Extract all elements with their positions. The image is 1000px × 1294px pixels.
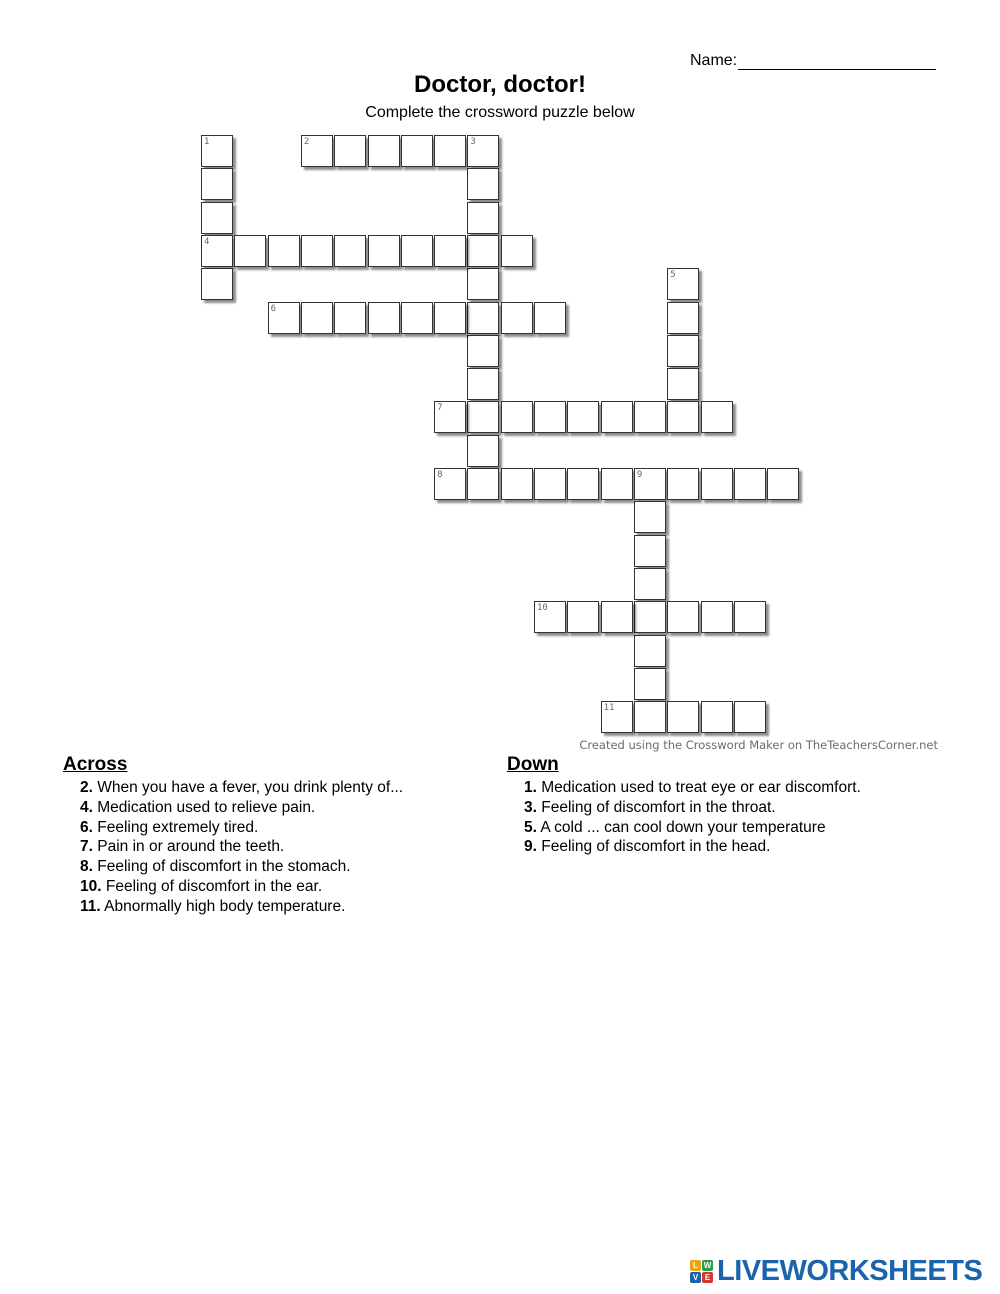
crossword-cell[interactable] xyxy=(667,601,699,633)
crossword-cell[interactable] xyxy=(667,302,699,334)
clue-text: When you have a fever, you drink plenty of... xyxy=(97,779,404,796)
down-clues xyxy=(507,754,861,857)
crossword-cell[interactable] xyxy=(434,468,466,500)
crossword-cell[interactable] xyxy=(634,468,666,500)
crossword-cell[interactable] xyxy=(201,202,233,234)
crossword-cell[interactable] xyxy=(501,302,533,334)
name-field[interactable] xyxy=(690,52,936,70)
crossword-cell[interactable] xyxy=(301,135,333,167)
crossword-cell[interactable] xyxy=(434,302,466,334)
clue-text: Medication used to treat eye or ear discomfort. xyxy=(541,779,861,796)
across-clue-item xyxy=(80,857,403,877)
crossword-cell[interactable] xyxy=(501,468,533,500)
crossword-cell[interactable] xyxy=(701,701,733,733)
crossword-cell[interactable] xyxy=(467,302,499,334)
crossword-cell[interactable] xyxy=(501,235,533,267)
crossword-cell[interactable] xyxy=(234,235,266,267)
crossword-cell[interactable] xyxy=(734,468,766,500)
clue-number-label: 6 xyxy=(270,303,277,314)
crossword-cell[interactable] xyxy=(734,601,766,633)
logo-text: LIVEWORKSHEETS xyxy=(717,1255,983,1287)
crossword-cell[interactable] xyxy=(467,435,499,467)
logo-mark-icon xyxy=(690,1260,713,1283)
crossword-cell[interactable] xyxy=(534,401,566,433)
crossword-cell[interactable] xyxy=(334,235,366,267)
clue-number-label: 1 xyxy=(204,137,210,147)
clue-number-label: 3 xyxy=(470,137,476,147)
across-clues xyxy=(63,754,403,917)
crossword-cell[interactable] xyxy=(634,535,666,567)
crossword-cell[interactable] xyxy=(467,168,499,200)
crossword-cell[interactable] xyxy=(268,302,300,334)
down-clue-item xyxy=(524,778,861,798)
clue-number-label: 11 xyxy=(603,703,615,714)
crossword-cell[interactable] xyxy=(467,368,499,400)
clue-number: 3. xyxy=(524,798,537,816)
across-clue-item xyxy=(80,877,403,897)
down-clue-item xyxy=(524,837,861,857)
crossword-cell[interactable] xyxy=(701,468,733,500)
across-heading: Across xyxy=(63,754,128,775)
crossword-cell[interactable] xyxy=(667,268,699,300)
crossword-cell[interactable] xyxy=(301,235,333,267)
clue-number: 1. xyxy=(524,779,537,796)
crossword-cell[interactable] xyxy=(201,168,233,200)
clue-number-label: 5 xyxy=(670,270,676,281)
clue-text: Feeling of discomfort in the stomach. xyxy=(97,858,351,876)
crossword-cell[interactable] xyxy=(334,302,366,334)
crossword-cell[interactable] xyxy=(368,235,400,267)
clue-number: 9. xyxy=(524,838,537,856)
crossword-cell[interactable] xyxy=(368,135,400,167)
across-clue-list xyxy=(63,778,403,917)
crossword-cell[interactable] xyxy=(401,235,433,267)
crossword-cell[interactable] xyxy=(667,468,699,500)
across-clue-item xyxy=(80,818,403,838)
crossword-cell[interactable] xyxy=(467,268,499,300)
crossword-cell[interactable] xyxy=(201,235,233,267)
down-clue-item xyxy=(524,818,861,838)
across-clue-item xyxy=(80,778,403,798)
clue-number: 7. xyxy=(80,838,93,856)
crossword-cell[interactable] xyxy=(301,302,333,334)
clue-number-label: 9 xyxy=(636,470,643,480)
crossword-cell[interactable] xyxy=(567,401,599,433)
crossword-cell[interactable] xyxy=(634,501,666,533)
name-label: Name: xyxy=(690,52,738,69)
crossword-cell[interactable] xyxy=(467,468,499,500)
clue-number: 4. xyxy=(80,798,93,816)
down-clue-item xyxy=(524,798,861,818)
crossword-cell[interactable] xyxy=(634,401,666,433)
logo-mark-tile: E xyxy=(702,1272,713,1283)
name-blank-line[interactable] xyxy=(738,53,936,70)
clue-text: Feeling extremely tired. xyxy=(97,818,259,836)
crossword-cell[interactable] xyxy=(767,468,799,500)
clue-text: Medication used to relieve pain. xyxy=(97,798,316,816)
crossword-cell[interactable] xyxy=(601,701,633,733)
crossword-cell[interactable] xyxy=(467,202,499,234)
clue-number: 8. xyxy=(80,858,93,876)
clue-number-label: 2 xyxy=(303,137,310,147)
credit-text: Created using the Crossword Maker on TheTeachersCorner.net xyxy=(579,738,938,752)
crossword-cell[interactable] xyxy=(501,401,533,433)
crossword-cell[interactable] xyxy=(401,302,433,334)
crossword-cell[interactable] xyxy=(534,468,566,500)
crossword-cell[interactable] xyxy=(701,601,733,633)
crossword-cell[interactable] xyxy=(334,135,366,167)
crossword-cell[interactable] xyxy=(634,668,666,700)
crossword-cell[interactable] xyxy=(634,701,666,733)
down-clue-list xyxy=(507,778,861,857)
clue-text: Feeling of discomfort in the throat. xyxy=(541,798,776,816)
clue-text: Feeling of discomfort in the ear. xyxy=(105,877,323,895)
crossword-cell[interactable] xyxy=(634,568,666,600)
crossword-cell[interactable] xyxy=(601,601,633,633)
page-title: Doctor, doctor! xyxy=(414,71,586,98)
crossword-cell[interactable] xyxy=(401,135,433,167)
clue-number: 6. xyxy=(80,818,93,836)
crossword-cell[interactable] xyxy=(201,135,233,167)
crossword-cell[interactable] xyxy=(701,401,733,433)
crossword-cell[interactable] xyxy=(467,135,499,167)
across-clue-item xyxy=(80,798,403,818)
clue-number: 5. xyxy=(524,818,537,836)
clue-text: A cold ... can cool down your temperature xyxy=(540,818,826,836)
clue-number-label: 4 xyxy=(204,236,210,247)
crossword-cell[interactable] xyxy=(567,468,599,500)
logo-mark-tile: W xyxy=(703,1261,712,1270)
crossword-cell[interactable] xyxy=(268,235,300,267)
crossword-cell[interactable] xyxy=(434,235,466,267)
clue-number: 2. xyxy=(80,779,93,796)
crossword-cell[interactable] xyxy=(467,401,499,433)
clue-number-label: 8 xyxy=(437,470,443,480)
clue-number-label: 7 xyxy=(437,403,443,414)
clue-text: Pain in or around the teeth. xyxy=(97,838,285,856)
crossword-cell[interactable] xyxy=(667,335,699,367)
crossword-cell[interactable] xyxy=(667,401,699,433)
crossword-cell[interactable] xyxy=(634,601,666,633)
across-clue-item xyxy=(80,897,403,917)
clue-number: 11. xyxy=(80,897,101,915)
crossword-cell[interactable] xyxy=(467,235,499,267)
crossword-cell[interactable] xyxy=(601,468,633,500)
liveworksheets-logo xyxy=(690,1255,982,1288)
across-clue-item xyxy=(80,837,403,857)
crossword-cell[interactable] xyxy=(467,335,499,367)
page-subtitle: Complete the crossword puzzle below xyxy=(365,104,635,121)
crossword-cell[interactable] xyxy=(601,401,633,433)
clue-number-label: 10 xyxy=(537,603,548,614)
clue-text: Abnormally high body temperature. xyxy=(104,897,346,915)
crossword-cell[interactable] xyxy=(434,401,466,433)
crossword-cell[interactable] xyxy=(667,368,699,400)
crossword-cell[interactable] xyxy=(368,302,400,334)
crossword-cell[interactable] xyxy=(634,635,666,667)
crossword-cell[interactable] xyxy=(434,135,466,167)
logo-mark-tile: V xyxy=(690,1272,701,1283)
logo-mark-tile: L xyxy=(690,1260,701,1271)
crossword-cell[interactable] xyxy=(734,701,766,733)
clue-number: 10. xyxy=(80,877,102,895)
clue-text: Feeling of discomfort in the head. xyxy=(541,838,771,856)
down-heading: Down xyxy=(507,754,559,775)
crossword-cell[interactable] xyxy=(667,701,699,733)
crossword-cell[interactable] xyxy=(201,268,233,300)
crossword-cell[interactable] xyxy=(567,601,599,633)
crossword-cell[interactable] xyxy=(534,302,566,334)
crossword-cell[interactable] xyxy=(534,601,566,633)
